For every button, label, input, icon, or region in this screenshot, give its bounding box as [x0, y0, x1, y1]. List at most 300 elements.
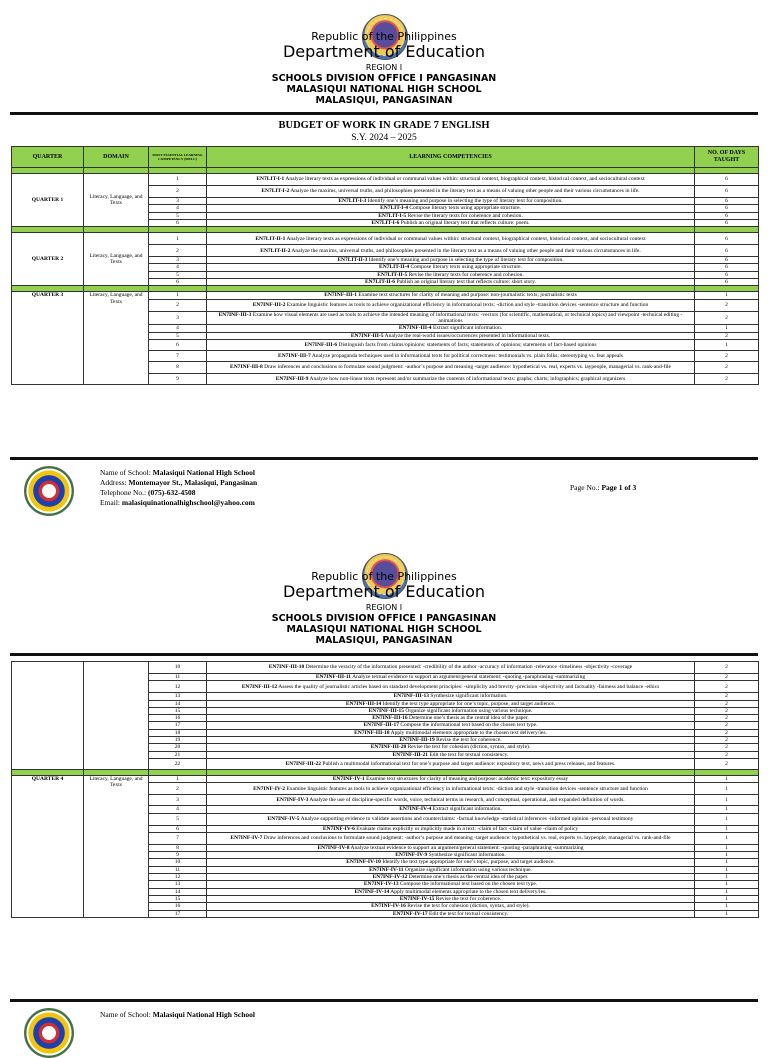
competency-code: EN7INF-III-6: [304, 341, 338, 348]
competency-text: [207, 350, 695, 361]
competency-description: Revise the literary texts for coherence and cohesion.: [406, 212, 523, 219]
header-school: MALASIQUI NATIONAL HIGH SCHOOL: [286, 624, 482, 635]
competency-code: EN7INF-IV-6: [322, 825, 355, 832]
competency-description: Examine linguistic features as tools to achieve organizational efficiency in informational texts: -diction and style -transition devices -sentence structure and function: [285, 302, 649, 309]
row-number: 6: [149, 339, 207, 350]
days-taught: 2: [695, 681, 759, 693]
row-number: 5: [149, 813, 207, 825]
competency-description: Compose literary texts using appropriate structure.: [408, 205, 521, 212]
competency-description: Compose the informational text based on the chosen text type.: [398, 722, 538, 729]
table-body: [12, 662, 759, 918]
row-number: 6: [149, 279, 207, 286]
competency-text: [207, 332, 695, 339]
competency-text: [207, 292, 695, 299]
competency-text: [207, 737, 695, 744]
row-number: 18: [149, 729, 207, 736]
days-taught: 2: [695, 729, 759, 736]
days-taught: 1: [695, 825, 759, 832]
competency-text: [207, 361, 695, 373]
row-number: 8: [149, 361, 207, 373]
competency-text: [207, 662, 695, 674]
days-taught: 1: [695, 844, 759, 851]
row-number: 11: [149, 674, 207, 681]
competency-text: [207, 895, 695, 902]
days-taught: 2: [695, 758, 759, 769]
competency-code: EN7LIT-I-2: [261, 188, 290, 195]
competency-description: Examine text structures for clarity of meaning and purpose: non-journalistic texts; journalistic texts: [356, 292, 577, 299]
days-taught: 6: [695, 257, 759, 264]
header-region: REGION I: [365, 603, 403, 612]
competency-text: [207, 700, 695, 707]
days-taught: 1: [695, 325, 759, 332]
competency-text: [207, 844, 695, 851]
competency-description: Analyze supporting evidence to validate assertions and counterclaims: -factual knowledge -statistical inferences -informed opinion -personal testimony: [299, 815, 634, 822]
competency-code: EN7INF-III-11: [315, 674, 352, 680]
competency-description: Determine one’s thesis as the central idea of the paper.: [407, 715, 529, 722]
competency-text: [207, 775, 695, 782]
letterhead: [0, 570, 768, 646]
footer-school-info: [100, 1010, 255, 1020]
row-number: 11: [149, 866, 207, 873]
domain-cell: Literacy, Language, and Texts: [84, 775, 149, 917]
days-taught: 1: [695, 866, 759, 873]
row-number: 2: [149, 299, 207, 311]
row-number: 20: [149, 744, 207, 751]
row-number: 12: [149, 681, 207, 693]
competency-code: EN7INF-III-18: [354, 729, 390, 736]
competency-description: Revise the text for coherence.: [434, 895, 502, 902]
competency-code: EN7INF-III-20: [370, 744, 407, 751]
header-divider: [10, 112, 758, 115]
competency-description: Analyze literary texts as expressions of individual or communal values within: structural context, biographical context, historical context, and sociocultural context: [284, 176, 645, 183]
header-location: MALASIQUI, PANGASINAN: [315, 95, 453, 106]
competency-text: [207, 888, 695, 895]
row-number: 17: [149, 910, 207, 917]
row-number: 19: [149, 737, 207, 744]
row-number: 4: [149, 325, 207, 332]
competency-text: [207, 715, 695, 722]
competency-description: Edit the text for textual consistency.: [427, 910, 509, 917]
competency-text: [207, 832, 695, 844]
row-number: 21: [149, 751, 207, 758]
row-number: 16: [149, 715, 207, 722]
competency-description: Analyze textual evidence to support an argument/general statement: -quoting -paraphrasing -summarizing: [351, 674, 586, 680]
competency-text: [207, 325, 695, 332]
header-region: REGION I: [365, 63, 403, 72]
days-taught: 6: [695, 186, 759, 198]
competency-text: [207, 245, 695, 257]
competency-description: Revise the text for cohesion (diction, syntax, and style).: [406, 744, 531, 751]
competency-text: [207, 859, 695, 866]
competency-text: [207, 693, 695, 700]
row-number: 9: [149, 852, 207, 859]
row-number: 13: [149, 881, 207, 888]
days-taught: 6: [695, 174, 759, 186]
footer-email-label: Email:: [100, 498, 122, 507]
competency-code: EN7INF-III-9: [275, 375, 309, 382]
days-taught: 2: [695, 751, 759, 758]
competency-description: Synthesize significant information.: [428, 693, 508, 700]
row-number: 14: [149, 888, 207, 895]
competency-description: Determine the veracity of the information presented: -credibility of the author -accuracy of information -relevance -timeliness -objectivity -coverage: [304, 664, 633, 671]
letterhead: [0, 30, 768, 106]
school-logo-icon: [24, 1008, 74, 1058]
competency-description: Analyze the maxims, universal truths, and philosophies presented in the literary text as a means of valuing other people and their various circumstances in life.: [290, 247, 641, 254]
days-taught: 6: [695, 212, 759, 219]
competency-code: EN7LIT-II-5: [377, 271, 408, 278]
competency-code: EN7INF-III-22: [285, 760, 322, 767]
competency-code: EN7LIT-II-6: [365, 279, 396, 286]
column-header-competencies: LEARNING COMPETENCIES: [207, 147, 695, 168]
competency-description: Assess the quality of journalistic articles based on standard development principles: -simplicity and brevity -precision -objectivity and factuality -fairness and balance -ethics: [277, 683, 660, 690]
competency-description: Publish an original literary text that reflects culture: short story.: [395, 279, 536, 286]
competency-description: Examine text structures for clarity of meaning and purpose: academic text: expository essay: [364, 775, 569, 782]
competency-text: [207, 264, 695, 271]
days-taught: 6: [695, 264, 759, 271]
competency-description: Revise the text for cohesion (diction, syntax, and style).: [405, 903, 530, 910]
competency-description: Publish an original literary text that reflects culture: poem.: [399, 219, 530, 226]
days-taught: 6: [695, 279, 759, 286]
competency-text: [207, 279, 695, 286]
days-taught: 2: [695, 707, 759, 714]
header-department: Department of Education: [282, 42, 486, 61]
row-number: 6: [149, 219, 207, 226]
competency-code: EN7INF-III-4: [398, 325, 432, 332]
competency-row: [12, 292, 759, 299]
competency-text: [207, 813, 695, 825]
competency-code: EN7LIT-II-1: [255, 235, 286, 242]
days-taught: 2: [695, 737, 759, 744]
competency-description: Identify the text type appropriate for one’s topic, purpose, and target audience.: [381, 700, 556, 707]
header-republic: Republic of the Philippines: [311, 30, 457, 43]
footer-address-label: Address:: [100, 478, 129, 487]
days-taught: 1: [695, 775, 759, 782]
row-number: 3: [149, 198, 207, 205]
quarter-label: QUARTER 2: [12, 233, 84, 286]
competency-description: Synthesize significant information.: [427, 852, 506, 859]
days-taught: 6: [695, 271, 759, 278]
competency-description: Analyze textual evidence to support an argument/general statement: -quoting -paraphrasing -summarizing: [349, 844, 584, 851]
competency-code: EN7INF-III-19: [399, 737, 435, 744]
footer-school-info: [100, 468, 257, 508]
competency-code: EN7INF-IV-2: [253, 785, 286, 792]
competency-description: Revise the literary texts for coherence and cohesion.: [407, 271, 524, 278]
days-taught: 1: [695, 806, 759, 813]
budget-of-work-table-page2: [11, 661, 759, 918]
competency-code: EN7LIT-I-3: [338, 198, 367, 204]
header-division: SCHOOLS DIVISION OFFICE I PANGASINAN: [271, 613, 497, 624]
row-number: 10: [149, 859, 207, 866]
row-number: 4: [149, 806, 207, 813]
competency-description: Analyze how non-linear texts represent and/or summarize the contents of informational texts: graphs; charts; infographics; graphical organizers: [308, 375, 626, 382]
competency-description: Publish a multimodal informational text for one’s purpose and target audience: expository text, news and press releases, and features.: [321, 760, 616, 767]
days-taught: 1: [695, 895, 759, 902]
competency-code: EN7INF-III-3: [218, 311, 252, 318]
days-taught: 1: [695, 813, 759, 825]
column-header-days: NO. OF DAYS TAUGHT: [695, 147, 759, 168]
competency-code: EN7INF-III-15: [368, 707, 405, 714]
quarter-label: QUARTER 3: [12, 292, 84, 384]
footer-name-value: Malasiqui National High School: [152, 468, 256, 477]
competency-code: EN7INF-IV-4: [399, 806, 432, 813]
header-divider: [10, 653, 758, 656]
competency-text: [207, 722, 695, 729]
days-taught: 2: [695, 700, 759, 707]
days-taught: 2: [695, 332, 759, 339]
days-taught: 6: [695, 233, 759, 245]
competency-text: [207, 198, 695, 205]
row-number: 15: [149, 707, 207, 714]
competency-text: [207, 257, 695, 264]
competency-code: EN7INF-III-5: [350, 332, 384, 339]
competency-text: [207, 186, 695, 198]
competency-description: Analyze literary texts as expressions of individual or communal values within: structural context, biographical context, historical context, and sociocultural context: [285, 235, 646, 242]
competency-text: [207, 795, 695, 806]
competency-row: [12, 174, 759, 186]
competency-text: [207, 825, 695, 832]
competency-code: EN7INF-III-10: [268, 664, 305, 671]
competency-code: EN7INF-III-7: [278, 352, 311, 359]
competency-text: [207, 874, 695, 881]
competency-description: Apply multimodal elements appropriate to the chosen text delivery/ies.: [389, 888, 547, 895]
competency-description: Analyze the use of discipline-specific words, voice, technical terms in research, and conceptual, operational, and expanded definition of words.: [308, 797, 625, 804]
footer-phone-value: (075)-632-4508: [148, 488, 196, 497]
competency-description: Extract significant information.: [431, 325, 503, 332]
header-department: Department of Education: [282, 582, 486, 601]
row-number: 1: [149, 775, 207, 782]
footer-divider: [10, 999, 758, 1002]
competency-text: [207, 271, 695, 278]
footer-address-value: Montemayor St., Malasiqui, Pangasinan: [128, 478, 258, 487]
competency-code: EN7LIT-I-1: [256, 176, 285, 183]
table-body: [12, 168, 759, 385]
quarter-label: QUARTER 1: [12, 174, 84, 227]
competency-code: EN7INF-III-8: [230, 364, 263, 371]
days-taught: 1: [695, 795, 759, 806]
footer-name-value: Malasiqui National High School: [152, 1010, 256, 1019]
competency-text: [207, 674, 695, 681]
competency-code: EN7LIT-I-6: [371, 219, 400, 226]
footer-divider: [10, 457, 758, 460]
row-number: 4: [149, 264, 207, 271]
competency-row: [12, 775, 759, 782]
competency-text: [207, 758, 695, 769]
competency-text: [207, 783, 695, 795]
competency-text: [207, 212, 695, 219]
days-taught: 1: [695, 832, 759, 844]
days-taught: 2: [695, 361, 759, 373]
days-taught: 6: [695, 245, 759, 257]
days-taught: 1: [695, 783, 759, 795]
days-taught: 1: [695, 903, 759, 910]
competency-text: [207, 707, 695, 714]
competency-description: Draw inferences and conclusions to formulate sound judgment: -author’s purpose and meaning -target audience: hypothetical vs. real, experts vs. laypeople, managerial vs. rank-and-file: [262, 835, 671, 842]
competency-code: EN7INF-IV-12: [372, 874, 408, 881]
row-number: 2: [149, 783, 207, 795]
days-taught: 2: [695, 744, 759, 751]
competency-description: Examine how visual elements are used as tools to achieve the intended meaning of informational texts: -vectors (for scientific, mathematical, or technical topics) and viewpoint -technical editing -animations: [251, 311, 683, 324]
competency-code: EN7INF-III-2: [252, 302, 286, 309]
competency-text: [207, 373, 695, 384]
days-taught: 2: [695, 662, 759, 674]
row-number: 6: [149, 825, 207, 832]
domain-cell: Literacy, Language, and Texts: [84, 174, 149, 227]
competency-description: Identify the text type appropriate for one’s topic, purpose, and target audience.: [380, 859, 555, 866]
competency-description: Analyze the real-world issues/occurrences presented in informational texts.: [383, 332, 551, 339]
competency-description: Analyze the maxims, universal truths, and philosophies presented in the literary text as a means of valuing other people and their various circumstances in life.: [289, 188, 640, 195]
competency-code: EN7INF-III-12: [241, 683, 278, 690]
row-number: 3: [149, 257, 207, 264]
competency-description: Identify one’s meaning and purpose in selecting the type of literary text for composition.: [366, 198, 563, 204]
competency-description: Edit the text for textual consistency.: [428, 751, 509, 758]
competency-code: EN7INF-III-16: [372, 715, 408, 722]
competency-text: [207, 219, 695, 226]
row-number: 2: [149, 245, 207, 257]
row-number: 16: [149, 903, 207, 910]
competency-description: Apply multimodal elements appropriate to the chosen text delivery/ies.: [389, 729, 547, 736]
row-number: 5: [149, 332, 207, 339]
competency-text: [207, 681, 695, 693]
days-taught: 1: [695, 339, 759, 350]
row-number: 3: [149, 795, 207, 806]
competency-description: Revise the text for coherence.: [434, 737, 502, 744]
competency-text: [207, 205, 695, 212]
competency-description: Organize significant information using various technique.: [403, 866, 532, 873]
quarter-label: QUARTER 4: [12, 775, 84, 917]
footer-email-value: malasiquinationalhighschool@yahoo.com: [121, 498, 255, 507]
competency-text: [207, 852, 695, 859]
competency-code: EN7INF-IV-13: [363, 881, 399, 888]
column-header-melc: MOST ESSENTIAL LEARNING COMPETENCY (MELC): [149, 147, 207, 168]
row-number: 3: [149, 311, 207, 325]
competency-code: EN7INF-IV-10: [346, 859, 381, 866]
days-taught: 2: [695, 373, 759, 384]
days-taught: 2: [695, 693, 759, 700]
row-number: 9: [149, 373, 207, 384]
competency-text: [207, 910, 695, 917]
school-year: S.Y. 2024 – 2025: [351, 133, 417, 143]
document-title: BUDGET OF WORK IN GRADE 7 ENGLISH: [278, 120, 490, 131]
competency-text: [207, 881, 695, 888]
header-school: MALASIQUI NATIONAL HIGH SCHOOL: [286, 84, 482, 95]
header-location: MALASIQUI, PANGASINAN: [315, 635, 453, 646]
row-number: 8: [149, 844, 207, 851]
footer-name-label: Name of School:: [100, 468, 153, 477]
days-taught: 6: [695, 219, 759, 226]
competency-description: Determine one’s thesis as the central idea of the paper.: [407, 874, 529, 881]
row-number: 14: [149, 700, 207, 707]
header-division: SCHOOLS DIVISION OFFICE I PANGASINAN: [271, 73, 497, 84]
competency-text: [207, 299, 695, 311]
domain-cell: [84, 662, 149, 770]
competency-code: EN7INF-III-21: [392, 751, 428, 758]
domain-cell: Literacy, Language, and Texts: [84, 233, 149, 286]
days-taught: 1: [695, 292, 759, 299]
row-number: 13: [149, 693, 207, 700]
row-number: 1: [149, 233, 207, 245]
competency-text: [207, 806, 695, 813]
row-number: 4: [149, 205, 207, 212]
page-number: [570, 483, 636, 492]
competency-code: EN7INF-III-14: [345, 700, 382, 707]
competency-description: Draw inferences and conclusions to formulate sound judgment: -author’s purpose and meaning -target audience: hypothetical vs. real, experts vs. laypeople, managerial vs. rank-and-file: [262, 364, 671, 371]
competency-description: Identify one’s meaning and purpose in selecting the type of literary text for composition.: [367, 257, 564, 264]
page-label: Page No.:: [570, 483, 602, 492]
competency-text: [207, 174, 695, 186]
days-taught: 1: [695, 888, 759, 895]
budget-of-work-table-page1: [11, 146, 759, 385]
competency-code: EN7INF-IV-8: [317, 844, 350, 851]
row-number: 1: [149, 174, 207, 186]
competency-code: EN7LIT-II-2: [260, 247, 291, 254]
row-number: 5: [149, 271, 207, 278]
competency-code: EN7INF-IV-16: [371, 903, 406, 910]
competency-description: Distinguish facts from claims/opinions: statements of facts; statements of opinions; statements of fact-based opinions: [337, 341, 597, 348]
days-taught: 1: [695, 881, 759, 888]
competency-description: Compose literary texts using appropriate structure.: [409, 264, 522, 271]
competency-row: [12, 662, 759, 674]
row-number: 10: [149, 662, 207, 674]
days-taught: 6: [695, 205, 759, 212]
competency-code: EN7INF-IV-3: [276, 797, 309, 804]
days-taught: 1: [695, 852, 759, 859]
row-number: 22: [149, 758, 207, 769]
competency-text: [207, 311, 695, 325]
competency-text: [207, 339, 695, 350]
page-value: Page 1 of 3: [601, 483, 637, 492]
row-number: 2: [149, 186, 207, 198]
days-taught: 6: [695, 198, 759, 205]
competency-code: EN7INF-III-13: [393, 693, 429, 700]
days-taught: 2: [695, 674, 759, 681]
competency-row: [12, 233, 759, 245]
days-taught: 1: [695, 874, 759, 881]
competency-code: EN7INF-IV-14: [354, 888, 390, 895]
days-taught: 1: [695, 859, 759, 866]
competency-code: EN7LIT-I-5: [378, 212, 407, 219]
days-taught: 2: [695, 722, 759, 729]
competency-description: Extract significant information.: [431, 806, 502, 813]
competency-text: [207, 744, 695, 751]
competency-description: Evaluate claims explicitly or implicitly made in a text: -claim of fact -claim of value -claim of policy: [354, 825, 579, 832]
competency-description: Examine linguistic features as tools to achieve organizational efficiency in informational texts: -diction and style -transition devices -sentence structure and function: [285, 785, 648, 792]
competency-code: EN7LIT-II-4: [379, 264, 410, 271]
domain-cell: Literacy, Language, and Texts: [84, 292, 149, 384]
competency-code: EN7INF-IV-15: [399, 895, 435, 902]
days-taught: 1: [695, 910, 759, 917]
row-number: 17: [149, 722, 207, 729]
competency-description: Analyze propaganda techniques used in informational texts for political correctness: testimonials vs. plain folks; stereotyping vs. fear appeals: [310, 352, 623, 359]
row-number: 12: [149, 874, 207, 881]
row-number: 7: [149, 350, 207, 361]
competency-code: EN7INF-IV-11: [369, 866, 404, 873]
competency-text: [207, 729, 695, 736]
days-taught: 2: [695, 350, 759, 361]
days-taught: 2: [695, 715, 759, 722]
row-number: 1: [149, 292, 207, 299]
competency-code: EN7INF-IV-9: [395, 852, 428, 859]
competency-description: Organize significant information using various technique.: [404, 707, 533, 714]
competency-code: EN7INF-III-1: [324, 292, 357, 299]
competency-code: EN7LIT-II-3: [337, 257, 368, 264]
footer-phone-label: Telephone No.:: [100, 488, 149, 497]
school-logo-icon: [24, 466, 74, 516]
row-number: 5: [149, 212, 207, 219]
competency-text: [207, 866, 695, 873]
row-number: 7: [149, 832, 207, 844]
competency-code: EN7INF-IV-7: [230, 835, 263, 842]
row-number: 15: [149, 895, 207, 902]
